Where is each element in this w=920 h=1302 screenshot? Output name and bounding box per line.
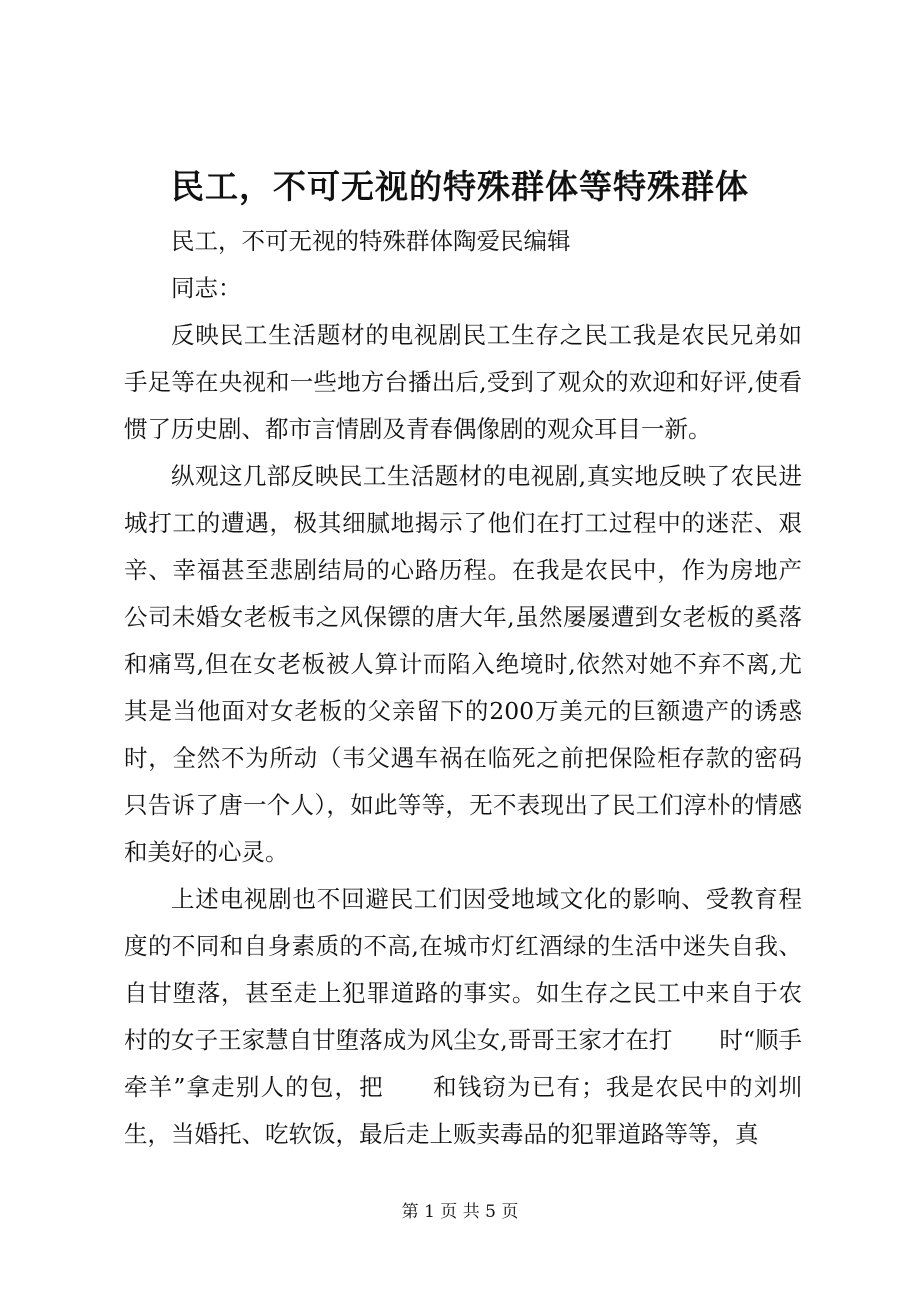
document-title: 民工，不可无视的特殊群体等特殊群体 bbox=[171, 167, 749, 206]
page-number-footer: 第 1 页 共 5 页 bbox=[401, 1202, 519, 1222]
subtitle-line: 民工，不可无视的特殊群体陶爱民编辑 bbox=[171, 227, 571, 255]
paragraph-3: 上述电视剧也不回避民工们因受地域文化的影响、受教育程度的不同和自身素质的不高,在城市灯红酒绿的生活中迷失自我、自甘堕落，甚至走上犯罪道路的事实。如生存之民工中来自于农村的女子王家慧自甘堕落成为风尘女,哥哥王家才在打 时“顺手牵羊”拿走别人的包，把 和钱窃为已有；我是农民中的刘圳生，当婚托、吃软饭，最后走上贩卖毒品的犯罪道路等等，真 bbox=[124, 885, 802, 1148]
salutation: 同志： bbox=[171, 274, 242, 302]
paragraph-2: 纵观这几部反映民工生活题材的电视剧,真实地反映了农民进城打工的遭遇，极其细腻地揭示了他们在打工过程中的迷茫、艰辛、幸福甚至悲剧结局的心路历程。在我是农民中，作为房地产公司未婚女老板韦之风保镖的唐大年,虽然屡屡遭到女老板的奚落和痛骂,但在女老板被人算计而陷入绝境时,依然对她不弃不离,尤其是当他面对女老板的父亲留下的200万美元的巨额遗产的诱惑时，全然不为所动（韦父遇车祸在临死之前把保险柜存款的密码只告诉了唐一个人），如此等等，无不表现出了民工们淳朴的情感和美好的心灵。 bbox=[124, 462, 802, 866]
document-body bbox=[124, 218, 802, 1158]
paragraph-1: 反映民工生活题材的电视剧民工生存之民工我是农民兄弟如手足等在央视和一些地方台播出后,受到了观众的欢迎和好评,使看惯了历史剧、都市言情剧及青春偶像剧的观众耳目一新。 bbox=[124, 321, 802, 443]
